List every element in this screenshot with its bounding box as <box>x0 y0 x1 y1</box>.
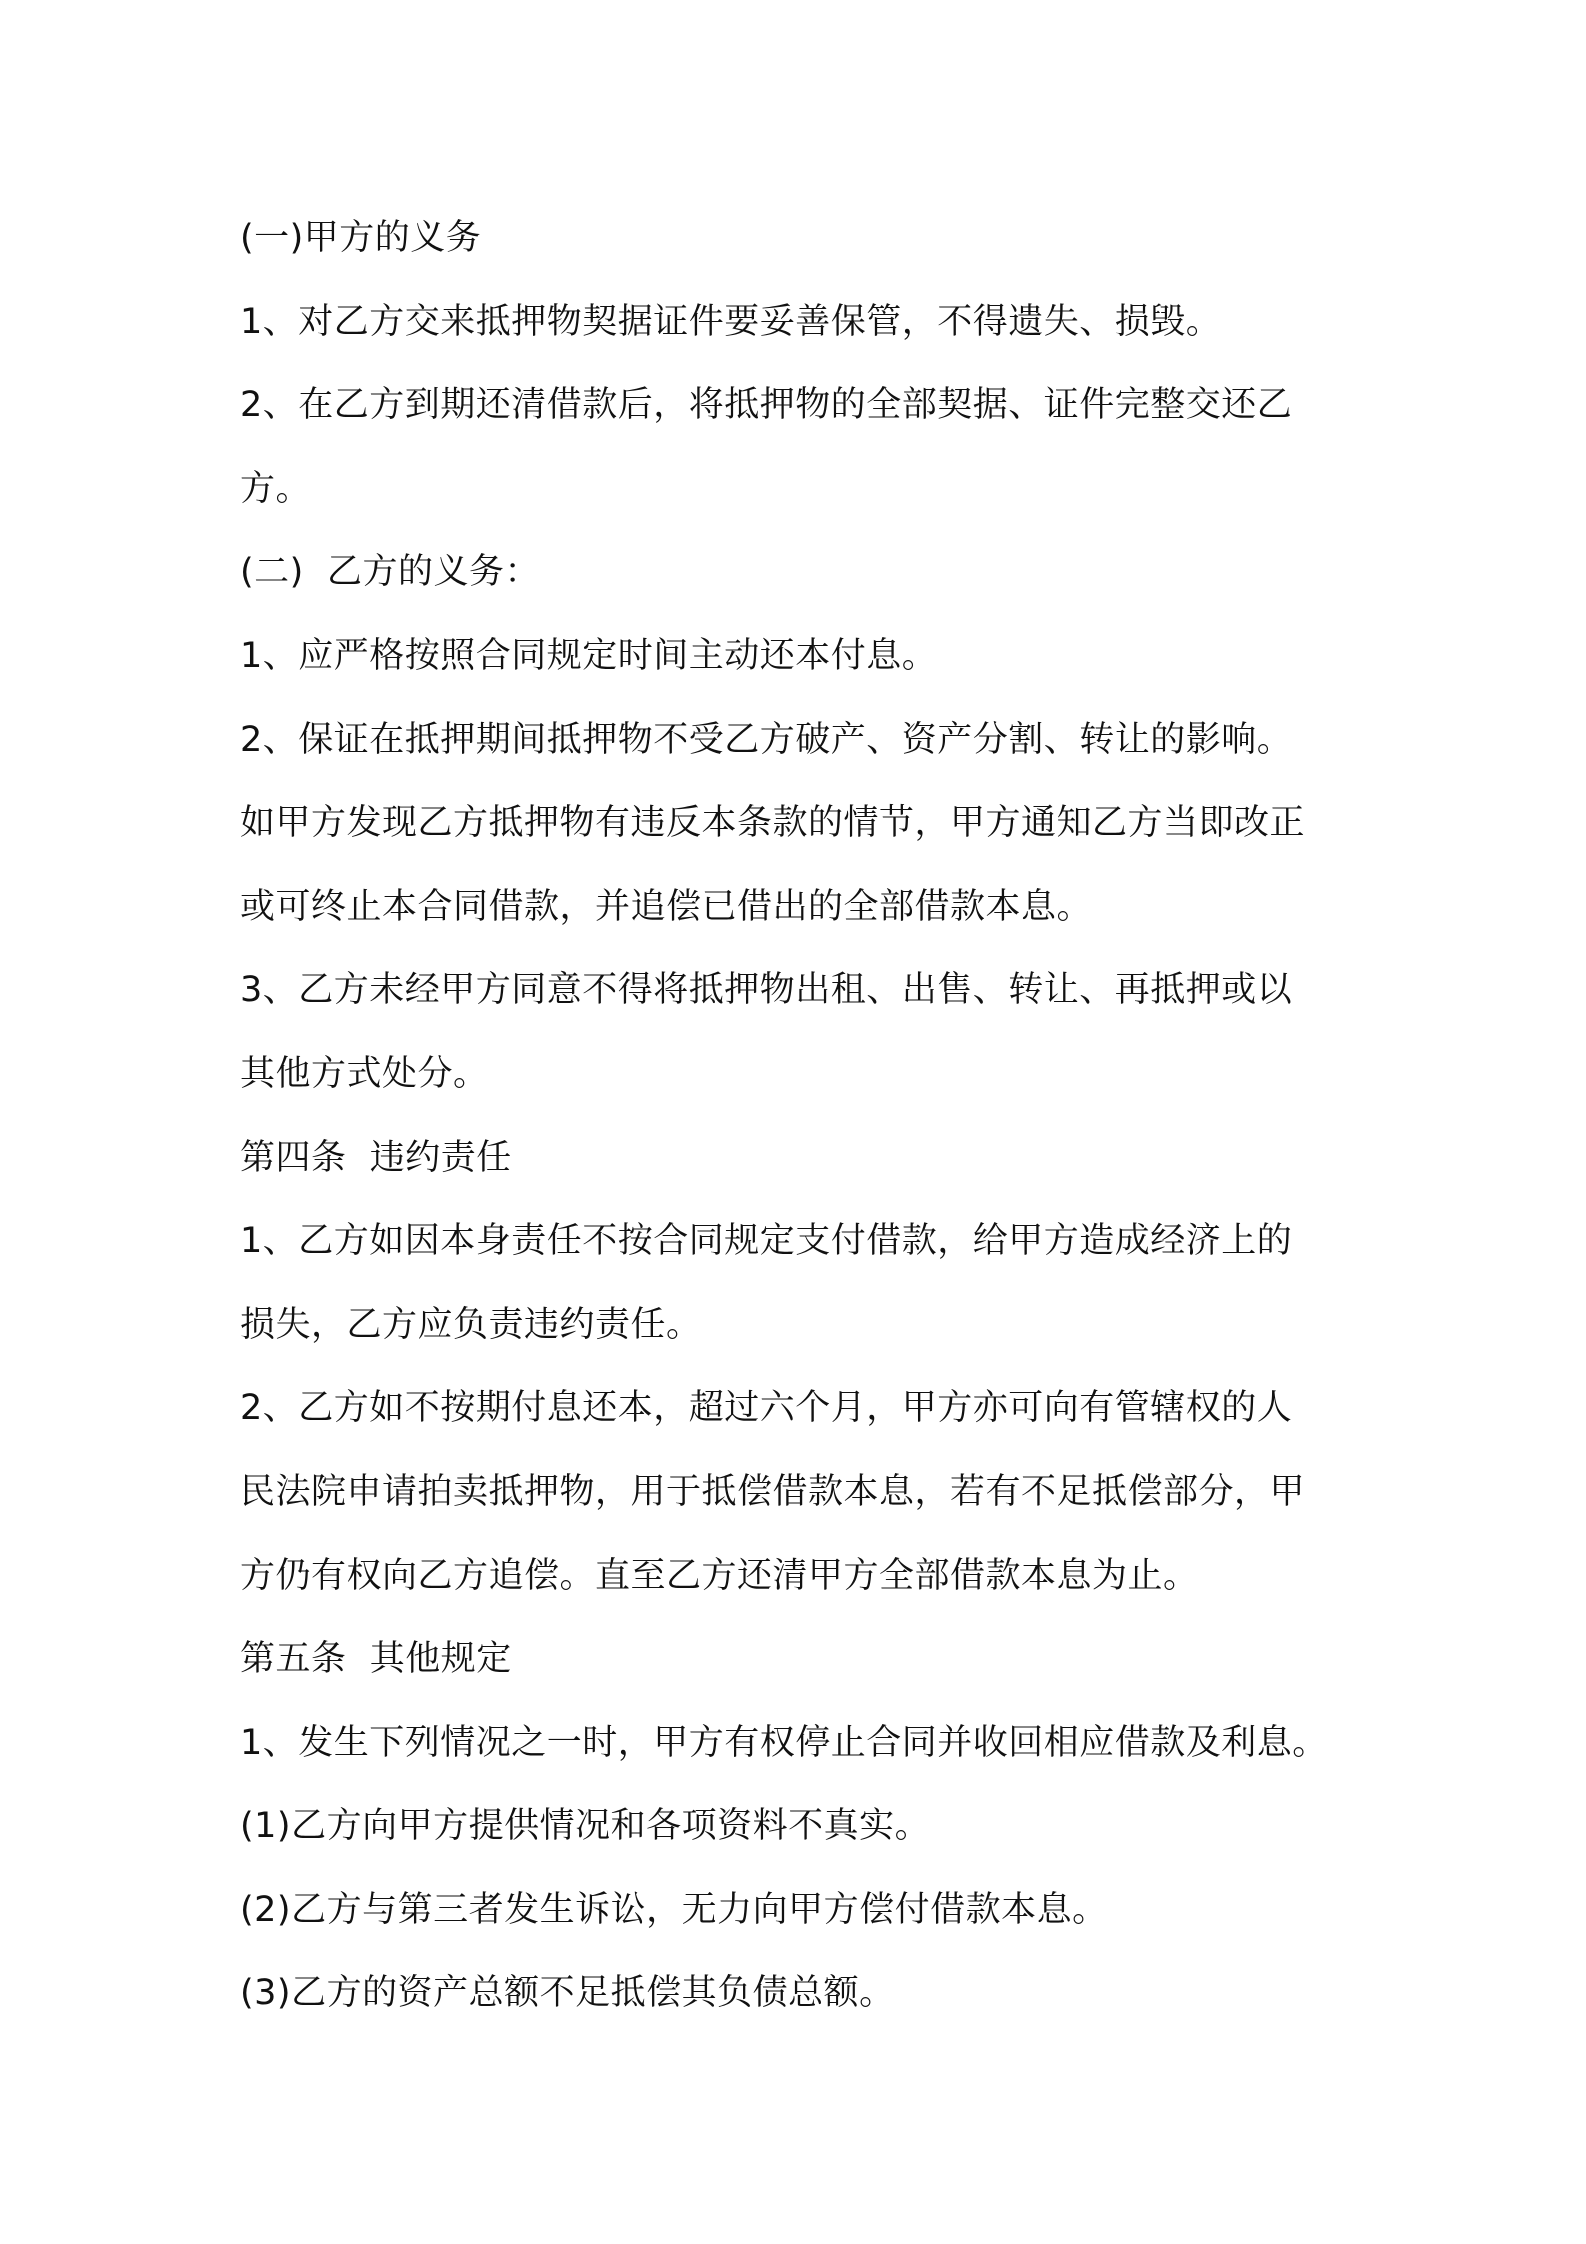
text-line: 2、保证在抵押期间抵押物不受乙方破产、资产分割、转让的影响。 <box>240 719 1293 760</box>
text-line: 如甲方发现乙方抵押物有违反本条款的情节，甲方通知乙方当即改正 <box>240 803 1306 844</box>
section-heading-party-b-obligations: (二) 乙方的义务： <box>240 552 541 593</box>
text-line: 3、乙方未经甲方同意不得将抵押物出租、出售、转让、再抵押或以 <box>240 970 1293 1011</box>
text-line: 2、乙方如不按期付息还本，超过六个月，甲方亦可向有管辖权的人 <box>240 1388 1293 1429</box>
text-line: 1、发生下列情况之一时，甲方有权停止合同并收回相应借款及利息。 <box>240 1722 1328 1763</box>
text-line: 1、乙方如因本身责任不按合同规定支付借款，给甲方造成经济上的 <box>240 1221 1293 1262</box>
text-line: 2、在乙方到期还清借款后，将抵押物的全部契据、证件完整交还乙 <box>240 385 1293 426</box>
text-line: 方。 <box>240 468 312 509</box>
text-line: 方仍有权向乙方追偿。直至乙方还清甲方全部借款本息为止。 <box>240 1555 1199 1596</box>
text-line: 1、对乙方交来抵押物契据证件要妥善保管，不得遗失、损毁。 <box>240 301 1222 342</box>
list-item: (3)乙方的资产总额不足抵偿其负债总额。 <box>240 1973 895 2014</box>
section-heading-party-a-obligations: (一)甲方的义务 <box>240 218 482 258</box>
document-body <box>240 197 1360 2036</box>
text-line: 损失，乙方应负责违约责任。 <box>240 1304 702 1345</box>
list-item: (2)乙方与第三者发生诉讼，无力向甲方偿付借款本息。 <box>240 1889 1108 1930</box>
text-line: 其他方式处分。 <box>240 1053 489 1094</box>
article-heading-other-provisions: 第五条 其他规定 <box>240 1639 512 1680</box>
article-heading-breach-liability: 第四条 违约责任 <box>240 1137 512 1178</box>
text-line: 民法院申请拍卖抵押物，用于抵偿借款本息，若有不足抵偿部分，甲 <box>240 1471 1306 1512</box>
list-item: (1)乙方向甲方提供情况和各项资料不真实。 <box>240 1806 931 1847</box>
text-line: 1、应严格按照合同规定时间主动还本付息。 <box>240 635 938 676</box>
text-line: 或可终止本合同借款，并追偿已借出的全部借款本息。 <box>240 886 1093 927</box>
